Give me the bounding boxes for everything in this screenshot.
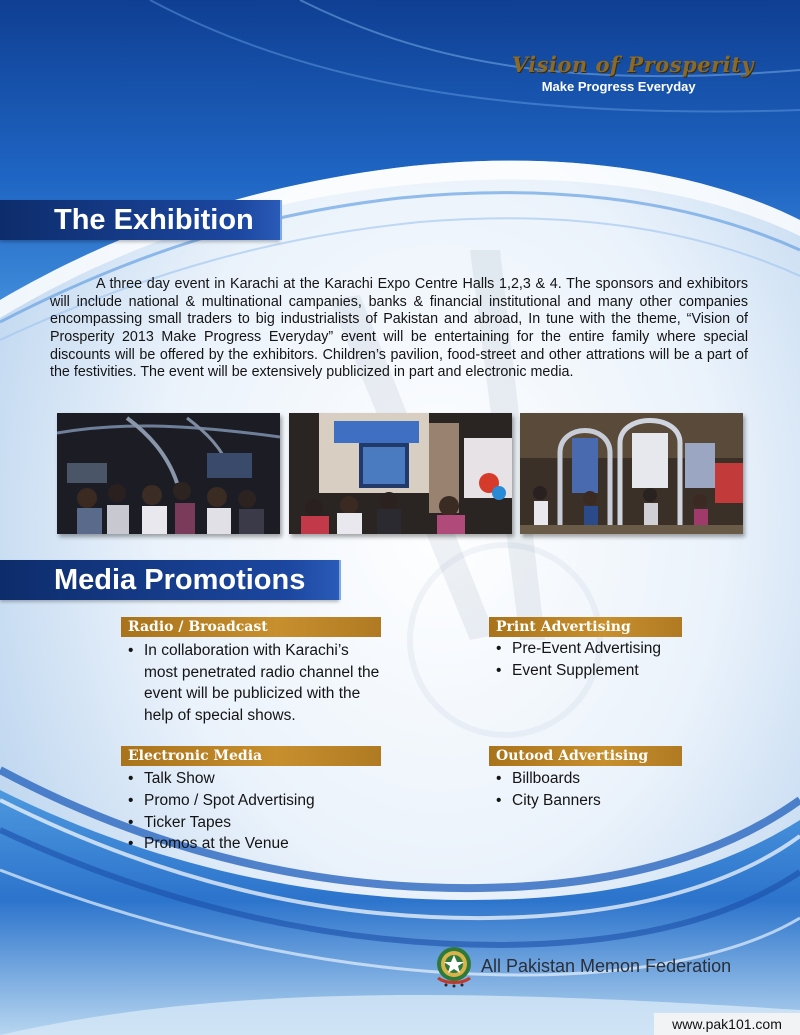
logo-tagline: Make Progress Everyday — [541, 79, 696, 94]
radio-broadcast-list — [121, 640, 386, 726]
list-item: • City Banners — [489, 790, 719, 812]
heading-endcap — [280, 200, 282, 240]
list-item: • In collaboration with Karachi’s most penetrated radio channel the event will be publicized with the help of special shows. — [121, 640, 386, 726]
exhibition-photo-crowd — [57, 413, 280, 534]
print-advertising-list — [489, 638, 719, 682]
electronic-media-label: Electronic Media — [121, 746, 381, 766]
site-watermark: www.pak101.com — [654, 1013, 800, 1035]
list-item: • Billboards — [489, 768, 719, 790]
electronic-media-list — [121, 768, 386, 855]
radio-broadcast-label: Radio / Broadcast — [121, 617, 381, 637]
outdoor-advertising-list — [489, 768, 719, 812]
list-item: • Ticker Tapes — [121, 812, 386, 834]
media-promotions-heading-text: Media Promotions — [54, 564, 306, 596]
exhibition-heading — [0, 200, 280, 240]
list-item: • Promos at the Venue — [121, 833, 386, 855]
list-item: • Pre-Event Advertising — [489, 638, 719, 660]
organization-footer — [432, 944, 731, 988]
exhibition-heading-text: The Exhibition — [54, 204, 254, 236]
exhibition-photo-stall — [289, 413, 512, 534]
exhibition-description: A three day event in Karachi at the Karachi Expo Centre Halls 1,2,3 & 4. The sponsors and exhibitors will include national & multinational campanies, banks & financial institutional and many other companies encompassing small traders to big industrialists of Pakistan and abroad, In tune with the theme, “Vision of Prosperity 2013 Make Progress Everyday” event will be entertaining for the entire family where special discounts will be offered by the exhibitors. Children’s pavilion, food-street and other attrations will be a part of the festivities. The event will be extensively publicized in part and electronic media. — [50, 276, 748, 381]
outdoor-advertising-label: Outood Advertising — [489, 746, 682, 766]
list-item: • Event Supplement — [489, 660, 719, 682]
exhibition-photo-hall — [520, 413, 743, 534]
media-promotions-heading — [0, 560, 339, 600]
list-item: • Talk Show — [121, 768, 386, 790]
logo-title: Vision of Prosperity — [511, 52, 754, 77]
list-item: • Promo / Spot Advertising — [121, 790, 386, 812]
federation-emblem-icon — [432, 944, 476, 988]
heading-endcap — [339, 560, 341, 600]
organization-name: All Pakistan Memon Federation — [481, 955, 732, 976]
vision-of-prosperity-logo — [512, 52, 754, 94]
print-advertising-label: Print Advertising — [489, 617, 682, 637]
